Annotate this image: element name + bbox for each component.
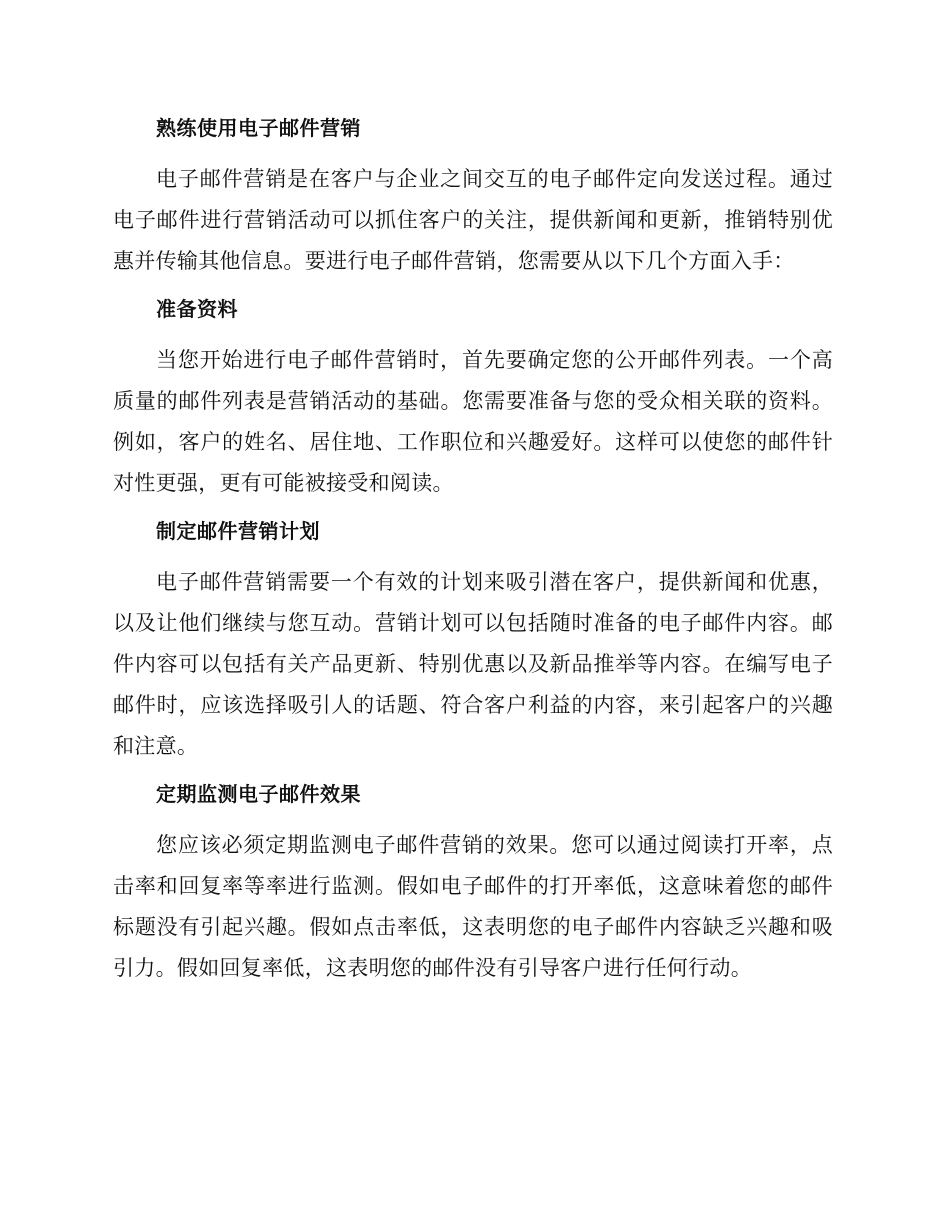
section-paragraph: 电子邮件营销是在客户与企业之间交互的电子邮件定向发送过程。通过电子邮件进行营销活动可以抓住客户的关注，提供新闻和更新，推销特别优惠并传输其他信息。要进行电子邮件营销，您需要从以下几个方面入手：	[113, 167, 833, 273]
section-heading: 制定邮件营销计划	[156, 519, 320, 543]
section-heading: 熟练使用电子邮件营销	[156, 116, 361, 140]
section-monitor-results	[113, 774, 833, 989]
section-paragraph: 电子邮件营销需要一个有效的计划来吸引潜在客户，提供新闻和优惠，以及让他们继续与您互动。营销计划可以包括随时准备的电子邮件内容。邮件内容可以包括有关产品更新、特别优惠以及新品推举等内容。在编写电子邮件时，应该选择吸引人的话题、符合客户利益的内容，来引起客户的兴趣和注意。	[113, 570, 833, 758]
section-heading: 准备资料	[156, 297, 238, 321]
section-prepare-materials	[113, 289, 833, 504]
document-content	[113, 108, 833, 989]
section-paragraph: 当您开始进行电子邮件营销时，首先要确定您的公开邮件列表。一个高质量的邮件列表是营销活动的基础。您需要准备与您的受众相关联的资料。例如，客户的姓名、居住地、工作职位和兴趣爱好。这样可以使您的邮件针对性更强，更有可能被接受和阅读。	[113, 348, 833, 495]
section-heading: 定期监测电子邮件效果	[156, 782, 361, 806]
section-marketing-plan	[113, 511, 833, 767]
section-email-marketing	[113, 108, 833, 282]
section-paragraph: 您应该必须定期监测电子邮件营销的效果。您可以通过阅读打开率，点击率和回复率等率进行监测。假如电子邮件的打开率低，这意味着您的邮件标题没有引起兴趣。假如点击率低，这表明您的电子邮件内容缺乏兴趣和吸引力。假如回复率低，这表明您的邮件没有引导客户进行任何行动。	[113, 833, 833, 980]
